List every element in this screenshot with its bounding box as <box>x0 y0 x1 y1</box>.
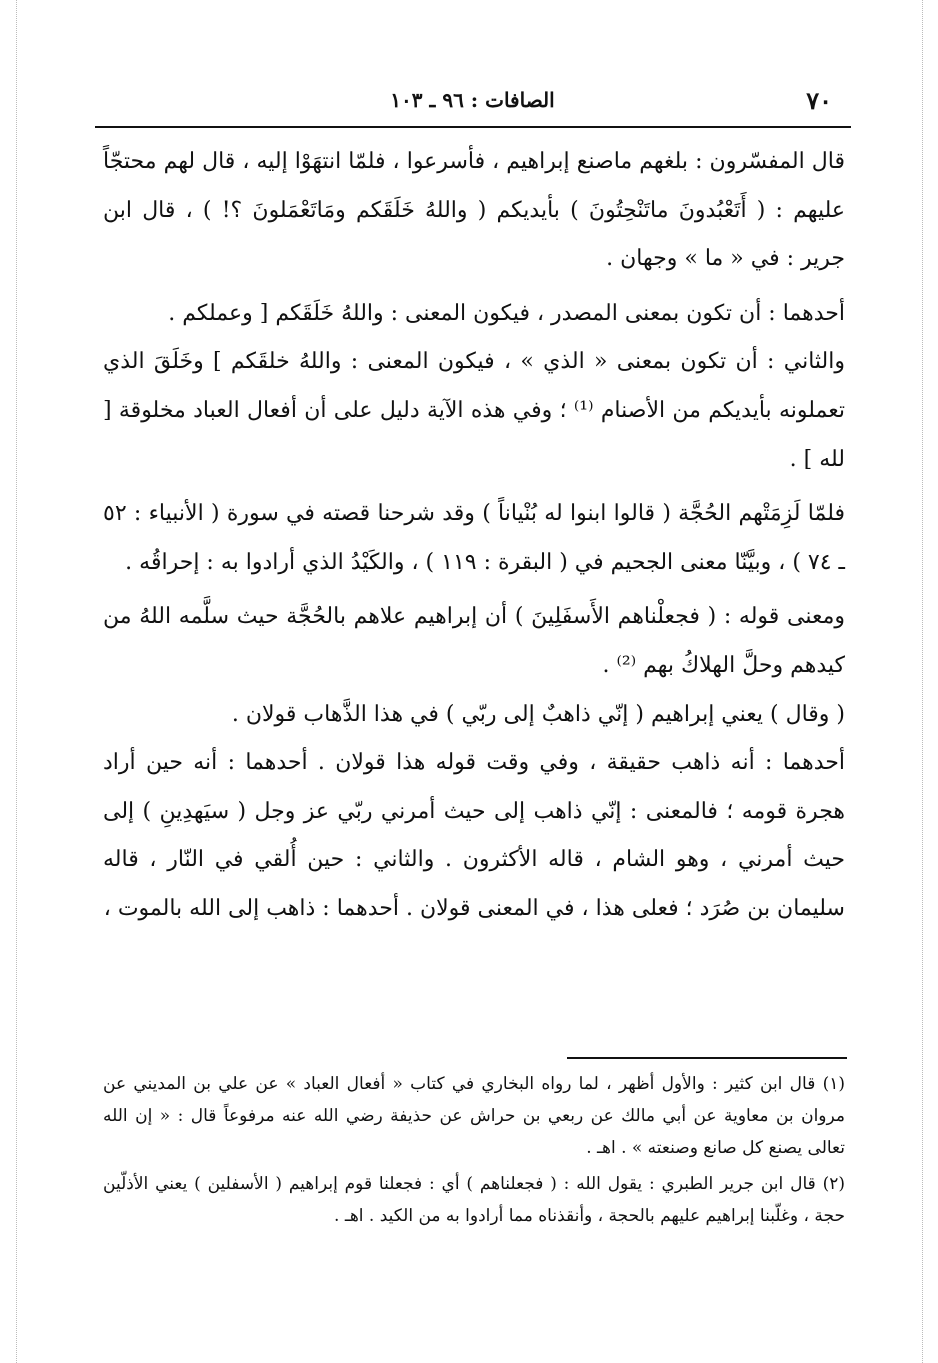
paragraph: والثاني : أن تكون بمعنى « الذي » ، فيكون المعنى : واللهُ خلقَكم ] وخَلَقَ الذي تعملونه بأيديكم من الأصنام ⁽¹⁾ ؛ وفي هذه الآية دليل على أن أفعال العباد مخلوقة [ لله ] . <box>103 349 845 472</box>
paragraph: قال المفسّرون : بلغهم ماصنع إبراهيم ، فأسرعوا ، فلمّا انتهَوْا إليه ، قال لهم محتجّاً عليهم : ( أَتَعْبُدونَ ماتَنْحِتُونَ ) بأيديكم ( واللهُ خَلَقَكم ومَاتَعْمَلونَ ؟! ) ، قال ابن جرير : في « ما » وجهان . <box>103 149 845 272</box>
page-number: ٧٠ <box>806 86 832 115</box>
footnote-rule <box>567 1057 847 1059</box>
footnotes <box>103 1068 845 1232</box>
paragraph: أحدهما : أن تكون بمعنى المصدر ، فيكون المعنى : واللهُ خَلَقَكم [ وعملكم . <box>168 300 845 326</box>
paragraph: ومعنى قوله : ( فجعلْناهم الأَسفَلِينَ ) أن إبراهيم علاهم بالحُجَّة حيث سلَّمه اللهُ من كيدهم وحلَّ الهلاكُ بهم ⁽²⁾ . <box>103 604 845 678</box>
paragraph: أحدهما : أنه ذاهب حقيقة ، وفي وقت قوله هذا قولان . أحدهما : أنه حين أراد هجرة قومه ؛ فالمعنى : إنّي ذاهب إلى حيث أمرني ربّي عز وجل ( سيَهدِينِ ) إلى حيث أمرني ، وهو الشام ، قاله الأكثرون . والثاني : حين أُلقي في النّار ، قاله سليمان بن صُرَد ؛ فعلى هذا ، في المعنى قولان . أحدهما : ذاهب إلى الله بالموت ، <box>103 750 845 921</box>
footnote: (٢) قال ابن جرير الطبري : يقول الله : ( فجعلناهم ) أي : فجعلنا قوم إبراهيم ( الأسفلين ) يعني الأذلّين حجة ، وغلّبنا إبراهيم عليهم بالحجة ، وأنقذناه مما أرادوا به من الكيد . اهـ . <box>103 1174 845 1226</box>
page-header <box>95 82 850 116</box>
paragraph: فلمّا لَزِمَتْهم الحُجَّة ( قالوا ابنوا له بُنْياناً ) وقد شرحنا قصته في سورة ( الأنبياء : ٥٢ ـ ٧٤ ) ، وبيَّنّا معنى الجحيم في ( البقرة : ١١٩ ) ، والكَيْدُ الذي أرادوا به : إحراقُه . <box>103 501 845 575</box>
paragraph: ( وقال ) يعني إبراهيم ( إنّي ذاهبٌ إلى ربّي ) في هذا الذَّهاب قولان . <box>231 701 845 727</box>
main-text <box>103 138 845 934</box>
page-edge-left <box>16 0 17 1363</box>
header-rule <box>95 126 851 128</box>
footnote: (١) قال ابن كثير : والأول أظهر ، لما رواه البخاري في كتاب « أفعال العباد » عن علي بن المديني عن مروان بن معاوية عن أبي مالك عن ربعي بن حراش عن حذيفة رضي الله عنه مرفوعاً قال : « إن الله تعالى يصنع كل صانع وصنعته » . اهـ . <box>103 1074 845 1158</box>
page-edge-right <box>922 0 923 1363</box>
running-title: الصافات : ٩٦ ـ ١٠٣ <box>390 88 555 112</box>
